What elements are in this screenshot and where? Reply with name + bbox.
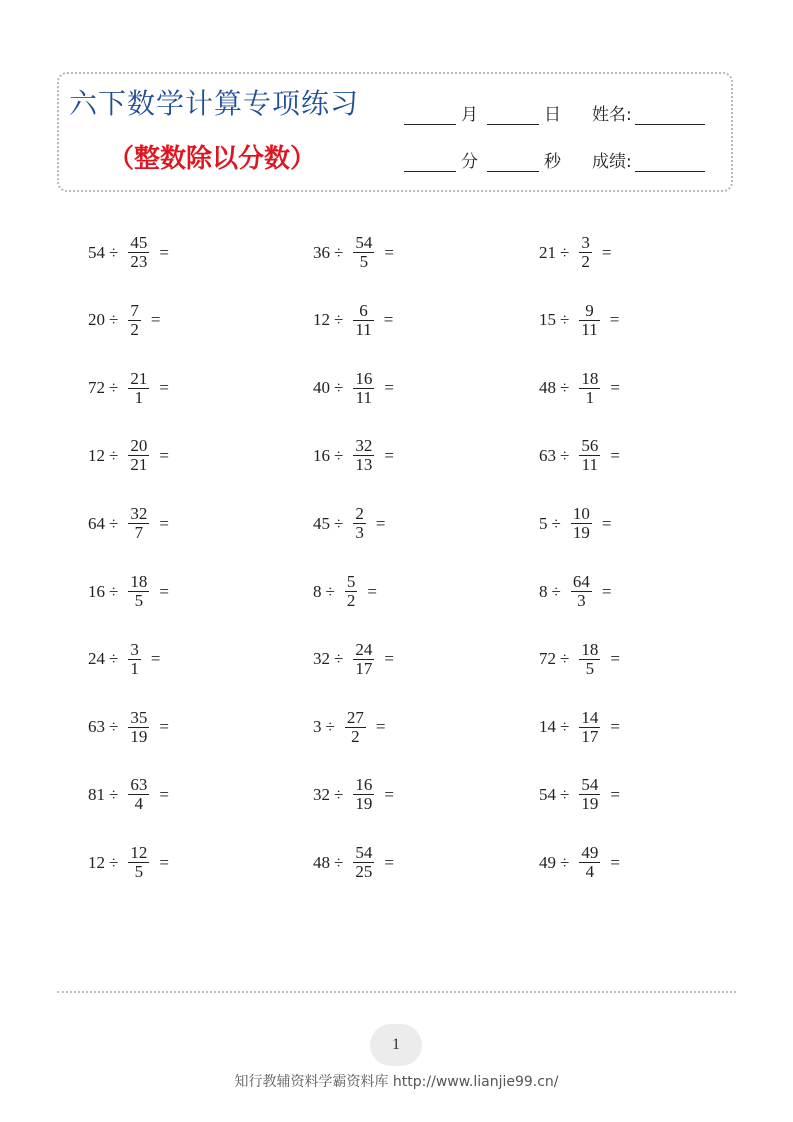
divide-sign: ÷ — [334, 310, 344, 330]
equals-sign: = — [367, 581, 377, 601]
problem-item — [313, 505, 389, 542]
numerator: 54 — [355, 843, 373, 863]
numerator: 63 — [130, 775, 148, 795]
dividend: 21 — [539, 242, 556, 262]
divide-sign: ÷ — [109, 242, 119, 262]
problem-item — [539, 844, 624, 881]
equals-sign: = — [609, 310, 620, 330]
denominator: 2 — [130, 319, 139, 339]
equals-sign: = — [610, 784, 620, 804]
problem-item — [313, 709, 389, 746]
dividend: 36 — [313, 242, 330, 262]
denominator: 5 — [134, 862, 144, 882]
score-label: 成绩: — [592, 152, 632, 172]
fraction — [128, 505, 149, 542]
divide-sign: ÷ — [334, 784, 344, 804]
denominator: 17 — [355, 658, 373, 678]
denominator: 19 — [130, 726, 148, 746]
numerator: 64 — [572, 572, 590, 591]
equals-sign: = — [601, 513, 612, 533]
fraction — [128, 776, 149, 813]
equals-sign: = — [384, 378, 394, 398]
problem-item — [88, 844, 173, 881]
problem-item — [88, 505, 173, 542]
fraction — [579, 776, 600, 813]
denominator: 1 — [585, 387, 595, 407]
numerator: 49 — [581, 843, 599, 863]
dividend: 8 — [539, 581, 548, 601]
equals-sign: = — [375, 717, 386, 737]
fraction — [353, 844, 374, 881]
minute-blank[interactable] — [404, 155, 456, 172]
fraction — [353, 641, 374, 678]
numerator: 18 — [581, 368, 599, 388]
denominator: 3 — [577, 591, 586, 610]
divide-sign: ÷ — [334, 852, 344, 872]
equals-sign: = — [150, 310, 161, 330]
day-field[interactable] — [487, 100, 561, 125]
problem-item — [313, 641, 398, 678]
minute-label: 分 — [461, 152, 478, 172]
dividend: 12 — [313, 310, 330, 330]
divide-sign: ÷ — [109, 649, 119, 669]
dividend: 54 — [539, 784, 556, 804]
denominator: 11 — [355, 319, 372, 339]
equals-sign: = — [159, 581, 169, 601]
problem-item — [313, 370, 398, 407]
dividend: 40 — [313, 378, 330, 398]
footer-divider — [57, 991, 736, 993]
dividend: 14 — [539, 717, 556, 737]
numerator: 32 — [130, 504, 148, 524]
problem-item — [539, 776, 624, 813]
fraction — [128, 641, 141, 678]
divide-sign: ÷ — [560, 852, 570, 872]
name-label: 姓名: — [592, 105, 632, 125]
fraction — [571, 573, 592, 610]
numerator: 12 — [130, 843, 148, 863]
denominator: 1 — [130, 658, 139, 678]
dividend: 72 — [88, 378, 105, 398]
fraction — [571, 505, 592, 542]
equals-sign: = — [610, 649, 620, 669]
divide-sign: ÷ — [560, 445, 570, 465]
problem-item — [313, 573, 381, 610]
equals-sign: = — [159, 242, 169, 262]
fraction — [353, 776, 374, 813]
fraction — [579, 709, 600, 746]
fraction — [579, 370, 600, 407]
fraction — [353, 437, 374, 474]
divide-sign: ÷ — [551, 581, 561, 601]
numerator: 27 — [346, 707, 364, 727]
numerator: 3 — [581, 233, 590, 252]
divide-sign: ÷ — [109, 513, 119, 533]
problem-item — [88, 370, 173, 407]
name-field[interactable] — [592, 100, 705, 125]
numerator: 7 — [130, 300, 139, 320]
dividend: 24 — [88, 649, 105, 669]
denominator: 2 — [346, 591, 356, 610]
fraction — [579, 302, 599, 339]
fraction — [579, 641, 600, 678]
page-number-badge — [370, 1024, 422, 1066]
fraction — [128, 844, 149, 881]
fraction — [345, 709, 366, 746]
divide-sign: ÷ — [109, 784, 119, 804]
divide-sign: ÷ — [334, 242, 344, 262]
problem-item — [539, 709, 624, 746]
problem-item — [88, 709, 173, 746]
fraction — [353, 370, 374, 407]
problem-item — [88, 776, 173, 813]
equals-sign: = — [159, 852, 169, 872]
equals-sign: = — [601, 581, 612, 601]
equals-sign: = — [384, 784, 394, 804]
dividend: 49 — [539, 852, 556, 872]
divide-sign: ÷ — [109, 445, 119, 465]
denominator: 23 — [130, 252, 148, 271]
problem-item — [88, 641, 164, 678]
second-blank[interactable] — [487, 155, 539, 172]
divide-sign: ÷ — [560, 649, 570, 669]
page-number: 1 — [392, 1036, 400, 1053]
denominator: 4 — [134, 794, 144, 814]
fraction — [128, 302, 141, 339]
day-blank[interactable] — [487, 108, 539, 125]
denominator: 3 — [355, 523, 364, 543]
dividend: 48 — [313, 852, 330, 872]
fraction — [353, 302, 373, 339]
numerator: 35 — [130, 707, 148, 727]
problem-item — [539, 437, 624, 474]
dividend: 72 — [539, 649, 556, 669]
divide-sign: ÷ — [109, 378, 119, 398]
denominator: 11 — [355, 387, 373, 407]
denominator: 5 — [359, 252, 369, 271]
dividend: 12 — [88, 852, 105, 872]
denominator: 13 — [355, 455, 373, 475]
fraction — [128, 437, 149, 474]
numerator: 16 — [355, 368, 373, 388]
equals-sign: = — [159, 784, 169, 804]
fraction — [128, 370, 149, 407]
denominator: 25 — [355, 862, 373, 882]
divide-sign: ÷ — [109, 310, 119, 330]
problem-item — [88, 234, 173, 271]
numerator: 32 — [355, 436, 373, 456]
problem-item — [88, 573, 173, 610]
dividend: 64 — [88, 513, 105, 533]
dividend: 54 — [88, 242, 105, 262]
problem-item — [539, 641, 624, 678]
numerator: 18 — [581, 639, 599, 659]
numerator: 24 — [355, 639, 373, 659]
divide-sign: ÷ — [551, 513, 561, 533]
denominator: 19 — [581, 794, 599, 814]
divide-sign: ÷ — [334, 445, 344, 465]
equals-sign: = — [375, 513, 386, 533]
numerator: 5 — [346, 572, 356, 591]
fraction — [353, 505, 366, 542]
denominator: 1 — [134, 387, 144, 407]
worksheet-title: 六下数学计算专项练习 — [69, 87, 360, 120]
denominator: 5 — [585, 658, 595, 678]
equals-sign: = — [159, 445, 169, 465]
denominator: 17 — [581, 726, 599, 746]
month-blank[interactable] — [404, 108, 456, 125]
divide-sign: ÷ — [334, 649, 344, 669]
problem-item — [88, 302, 164, 339]
equals-sign: = — [610, 445, 620, 465]
equals-sign: = — [384, 649, 394, 669]
problem-item — [313, 437, 398, 474]
dividend: 8 — [313, 581, 322, 601]
dividend: 16 — [313, 445, 330, 465]
second-field[interactable] — [487, 147, 561, 172]
equals-sign: = — [601, 242, 612, 262]
problem-item — [539, 234, 615, 271]
divide-sign: ÷ — [560, 717, 570, 737]
second-label: 秒 — [544, 152, 561, 172]
name-blank[interactable] — [635, 108, 705, 125]
problem-item — [313, 776, 398, 813]
numerator: 54 — [581, 775, 599, 795]
footer-source-text: 知行教辅资料学霸资料库 http://www.lianjie99.cn/ — [234, 1074, 559, 1090]
equals-sign: = — [384, 242, 394, 262]
problem-item — [539, 505, 615, 542]
score-field[interactable] — [592, 147, 705, 172]
fraction — [579, 437, 600, 474]
divide-sign: ÷ — [560, 784, 570, 804]
problem-item — [313, 844, 398, 881]
denominator: 5 — [134, 591, 144, 610]
day-label: 日 — [544, 105, 561, 125]
divide-sign: ÷ — [109, 581, 119, 601]
divide-sign: ÷ — [325, 581, 335, 601]
problem-item — [88, 437, 173, 474]
minute-field[interactable] — [404, 147, 478, 172]
fraction — [128, 709, 149, 746]
dividend: 45 — [313, 513, 330, 533]
numerator: 54 — [355, 233, 373, 252]
denominator: 11 — [581, 455, 599, 475]
divide-sign: ÷ — [334, 378, 344, 398]
denominator: 4 — [585, 862, 595, 882]
divide-sign: ÷ — [109, 852, 119, 872]
fraction — [128, 573, 149, 610]
dividend: 63 — [88, 717, 105, 737]
dividend: 15 — [539, 310, 556, 330]
month-label: 月 — [461, 105, 478, 125]
dividend: 48 — [539, 378, 556, 398]
divide-sign: ÷ — [560, 310, 570, 330]
equals-sign: = — [159, 513, 169, 533]
divide-sign: ÷ — [560, 242, 570, 262]
denominator: 2 — [581, 252, 590, 271]
score-blank[interactable] — [635, 155, 705, 172]
equals-sign: = — [610, 852, 620, 872]
dividend: 32 — [313, 649, 330, 669]
equals-sign: = — [159, 717, 169, 737]
dividend: 5 — [539, 513, 548, 533]
problem-item — [313, 234, 398, 271]
dividend: 20 — [88, 310, 105, 330]
divide-sign: ÷ — [560, 378, 570, 398]
numerator: 16 — [355, 775, 373, 795]
numerator: 56 — [581, 436, 599, 456]
dividend: 3 — [313, 717, 322, 737]
fraction — [353, 234, 374, 271]
problem-item — [539, 302, 623, 339]
month-field[interactable] — [404, 100, 478, 125]
divide-sign: ÷ — [325, 717, 335, 737]
denominator: 2 — [351, 726, 360, 746]
denominator: 19 — [572, 523, 590, 543]
equals-sign: = — [383, 310, 394, 330]
equals-sign: = — [384, 852, 394, 872]
fraction — [345, 573, 358, 610]
problem-item — [539, 573, 615, 610]
numerator: 2 — [355, 504, 364, 524]
problem-item — [313, 302, 397, 339]
dividend: 81 — [88, 784, 105, 804]
numerator: 20 — [130, 436, 148, 456]
worksheet-subtitle: （整数除以分数） — [108, 144, 317, 174]
equals-sign: = — [610, 717, 620, 737]
fraction — [579, 234, 592, 271]
equals-sign: = — [610, 378, 620, 398]
numerator: 9 — [585, 300, 594, 320]
numerator: 14 — [581, 707, 599, 727]
fraction — [128, 234, 149, 271]
divide-sign: ÷ — [109, 717, 119, 737]
equals-sign: = — [159, 378, 169, 398]
numerator: 3 — [130, 639, 139, 659]
denominator: 21 — [130, 455, 148, 475]
equals-sign: = — [150, 649, 161, 669]
denominator: 19 — [355, 794, 373, 814]
numerator: 45 — [130, 233, 148, 252]
denominator: 11 — [581, 319, 598, 339]
numerator: 6 — [359, 300, 368, 320]
dividend: 32 — [313, 784, 330, 804]
numerator: 18 — [130, 572, 148, 591]
problem-item — [539, 370, 624, 407]
fraction — [579, 844, 600, 881]
numerator: 21 — [130, 368, 148, 388]
dividend: 16 — [88, 581, 105, 601]
dividend: 12 — [88, 445, 105, 465]
equals-sign: = — [384, 445, 394, 465]
divide-sign: ÷ — [334, 513, 344, 533]
numerator: 10 — [572, 504, 590, 524]
denominator: 7 — [134, 523, 144, 543]
dividend: 63 — [539, 445, 556, 465]
